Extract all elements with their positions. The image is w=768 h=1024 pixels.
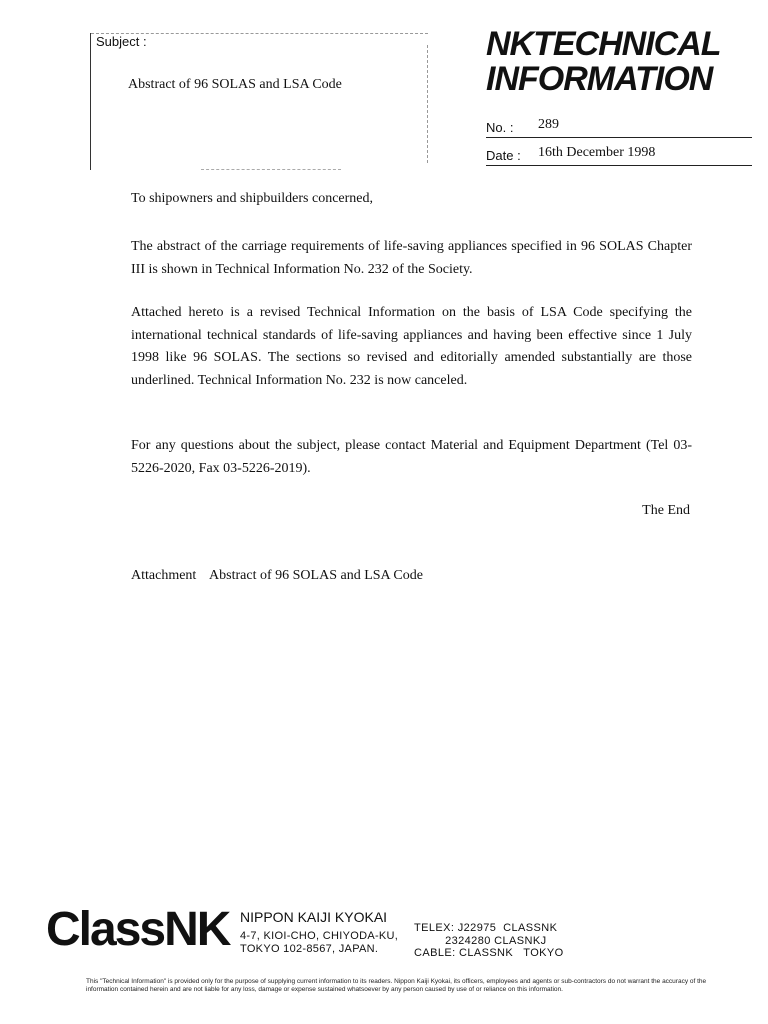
paragraph-1: The abstract of the carriage requirements of life-saving appliances specified in 96 SOLAS Chapter III is shown in Technical Information No. 232 of the Society. (131, 239, 692, 277)
paragraph-2: Attached hereto is a revised Technical Information on the basis of LSA Code specifying the international technical standards of life-saving appliances and having been effective since 1 July 1998 like 96 SOLAS. The sections so revised and editorially amended substantially are those underlined. Technical Information No. 232 is now canceled. (131, 305, 692, 388)
document-brand-title (486, 27, 721, 97)
telex-line-1: TELEX: J22975 CLASSNK (414, 922, 558, 934)
subject-box (90, 33, 428, 170)
document-date-row (486, 143, 752, 166)
organization-address (240, 930, 398, 956)
subject-box-right-border (427, 45, 428, 163)
telex-line-2: 2324280 CLASNKJ (414, 934, 547, 947)
document-number-row (486, 115, 752, 138)
brand-line-1: NKTECHNICAL (486, 25, 721, 63)
subject-box-bottom-border (201, 169, 341, 170)
attachment-label: Attachment (131, 568, 197, 583)
document-number-label: No. : (486, 120, 514, 135)
closing-the-end: The End (642, 503, 690, 518)
document-date-value: 16th December 1998 (538, 145, 656, 160)
footer-disclaimer: This "Technical Information" is provided only for the purpose of supplying current information to its readers. Nippon Kaiji Kyokai, its officers, employees and agents or sub-contractors do not warrant the accuracy of the information contained herein and are not liable for any loss, damage or expense sustained whatsoever by any person caused by use of or reliance on this information. (86, 978, 707, 993)
address-line-1: 4-7, KIOI-CHO, CHIYODA-KU, (240, 930, 399, 942)
address-line-2: TOKYO 102-8567, JAPAN. (240, 943, 379, 955)
organization-name: NIPPON KAIJI KYOKAI (240, 909, 388, 925)
subject-text: Abstract of 96 SOLAS and LSA Code (128, 77, 342, 92)
classnk-logo: ClassNK (46, 903, 230, 956)
subject-label: Subject : (96, 34, 147, 49)
contact-block (414, 922, 564, 960)
paragraph-3: For any questions about the subject, please contact Material and Equipment Department (Tel 03-5226-2020, Fax 03-5226-2019). (131, 438, 692, 476)
attachment-text: Abstract of 96 SOLAS and LSA Code (209, 568, 423, 583)
greeting: To shipowners and shipbuilders concerned, (131, 191, 374, 206)
cable-line: CABLE: CLASSNK TOKYO (414, 947, 564, 959)
attachment-line (131, 568, 433, 584)
document-number-value: 289 (538, 117, 559, 132)
brand-line-2: INFORMATION (486, 60, 713, 98)
document-date-label: Date : (486, 148, 521, 163)
